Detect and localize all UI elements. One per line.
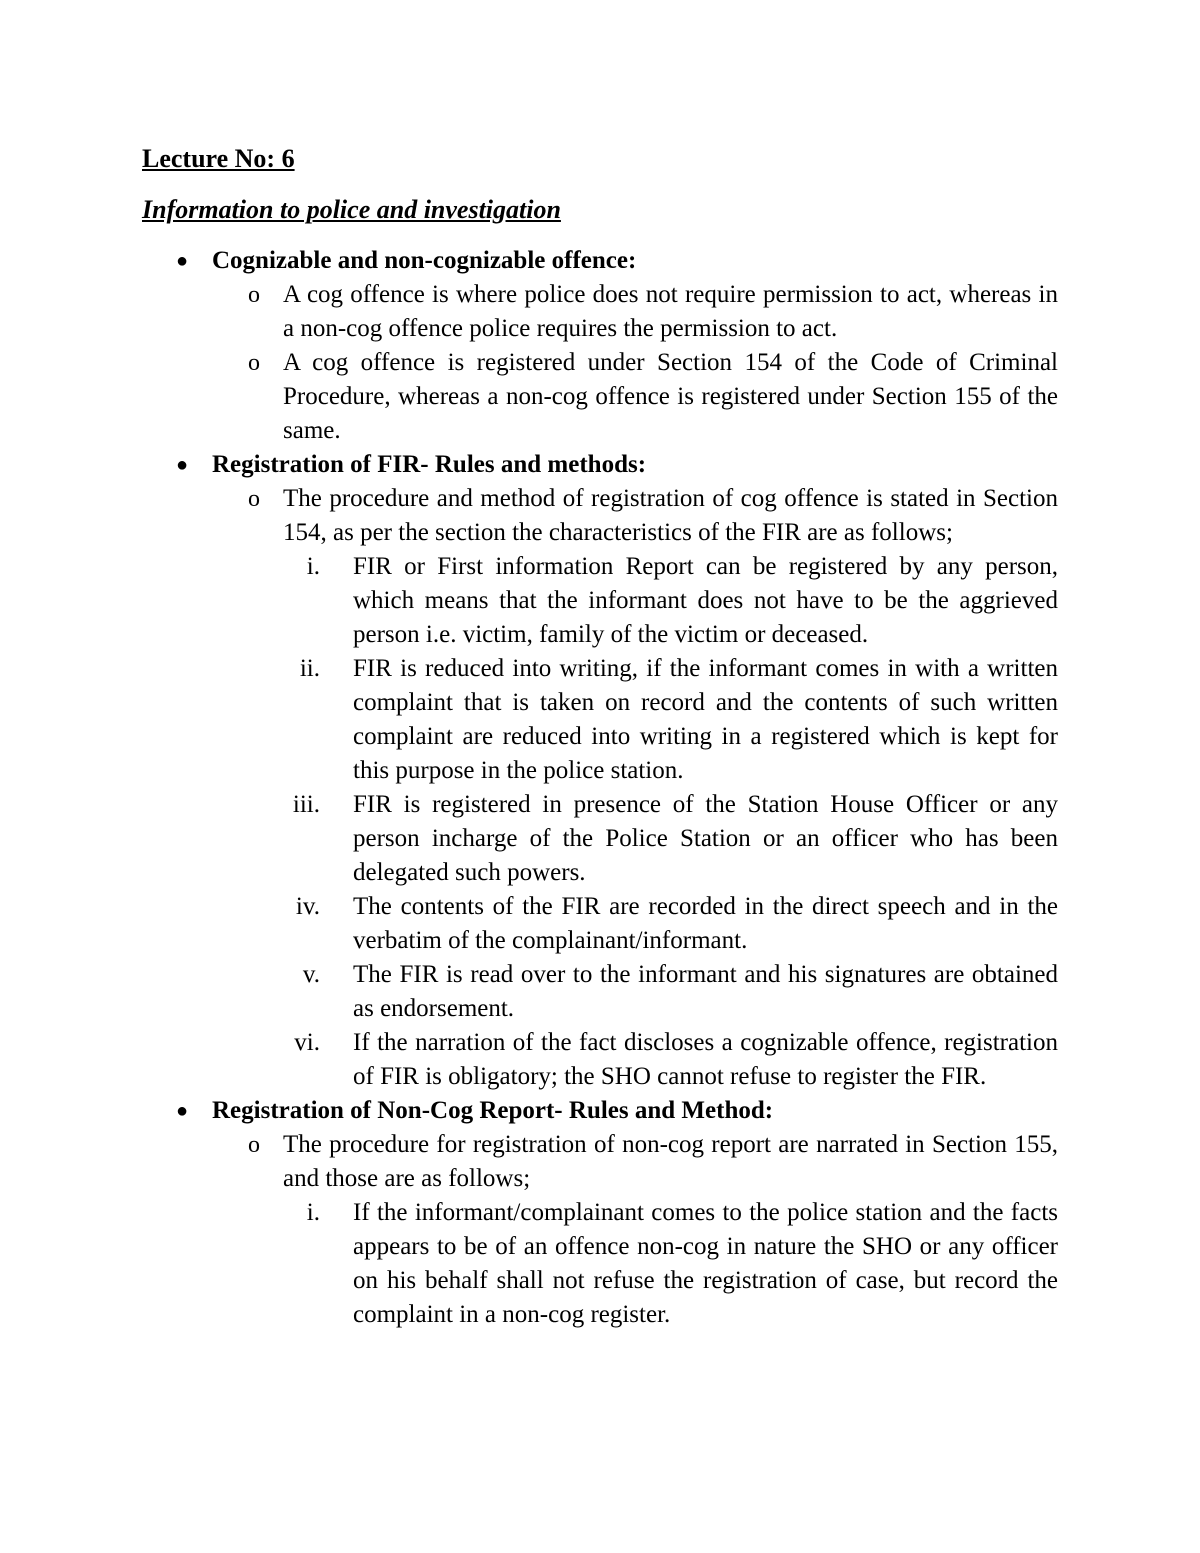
section-heading-text: Registration of Non-Cog Report- Rules and Method: [212,1097,774,1124]
sub-point-text: The procedure and method of registration of cog offence is stated in Section 154, as per the section the characteristics of the FIR are as follows; [283,485,1058,546]
sub-point-text: A cog offence is registered under Section 154 of the Code of Criminal Procedure, whereas a non-cog offence is registered under Section 155 of the same. [283,349,1058,444]
list-item [0,652,1058,788]
sub-point [0,482,1058,550]
section-cognizable [0,244,1200,448]
list-item-text: The FIR is read over to the informant and his signatures are obtained as endorsement. [353,961,1058,1022]
sub-point [0,1128,1058,1196]
sub-point [0,278,1058,346]
list-item-number: ii. [299,655,320,682]
sub-point [0,346,1058,448]
list-item-number: i. [306,553,320,580]
bullet-icon: ● [175,250,189,272]
bullet-icon: ● [175,1100,189,1122]
circle-bullet-icon: o [248,486,260,512]
sub-point-text: A cog offence is where police does not require permission to act, whereas in a non-cog offence police requires the permission to act. [283,281,1058,342]
list-item-number: i. [306,1199,320,1226]
section-fir-registration [0,448,1200,1094]
circle-bullet-icon: o [248,1132,260,1158]
section-heading-text: Registration of FIR- Rules and methods: [212,451,647,478]
list-item-number: iv. [295,893,320,920]
list-item [0,550,1058,652]
circle-bullet-icon: o [248,282,260,308]
lecture-title: Lecture No: 6 [142,144,295,173]
list-item [0,958,1058,1026]
list-item-text: If the informant/complainant comes to the police station and the facts appears to be of an offence non-cog in nature the SHO or any officer on his behalf shall not refuse the registration of case, but record the complaint in a non-cog register. [353,1199,1058,1328]
list-item-text: FIR is reduced into writing, if the informant comes in with a written complaint that is taken on record and the contents of such written complaint are reduced into writing in a registered which is kept for this purpose in the police station. [353,655,1058,784]
list-item-text: The contents of the FIR are recorded in the direct speech and in the verbatim of the complainant/informant. [353,893,1058,954]
sub-point-text: The procedure for registration of non-cog report are narrated in Section 155, and those are as follows; [283,1131,1058,1192]
section-heading-text: Cognizable and non-cognizable offence: [212,247,637,274]
circle-bullet-icon: o [248,350,260,376]
list-item [0,1196,1058,1332]
lecture-content [0,244,1200,1332]
list-item [0,890,1058,958]
list-item-number: vi. [294,1029,320,1056]
list-item [0,788,1058,890]
list-item [0,1026,1058,1094]
list-item-number: v. [302,961,320,988]
section-non-cog-registration [0,1094,1200,1332]
bullet-icon: ● [175,454,189,476]
list-item-number: iii. [292,791,320,818]
section-heading [0,1094,1058,1128]
section-heading [0,448,1058,482]
lecture-subtitle: Information to police and investigation [142,195,561,224]
section-heading [0,244,1058,278]
list-item-text: FIR or First information Report can be registered by any person, which means that the informant does not have to be the aggrieved person i.e. victim, family of the victim or deceased. [353,553,1058,648]
list-item-text: FIR is registered in presence of the Station House Officer or any person incharge of the Police Station or an officer who has been delegated such powers. [353,791,1058,886]
list-item-text: If the narration of the fact discloses a cognizable offence, registration of FIR is obligatory; the SHO cannot refuse to register the FIR. [353,1029,1058,1090]
